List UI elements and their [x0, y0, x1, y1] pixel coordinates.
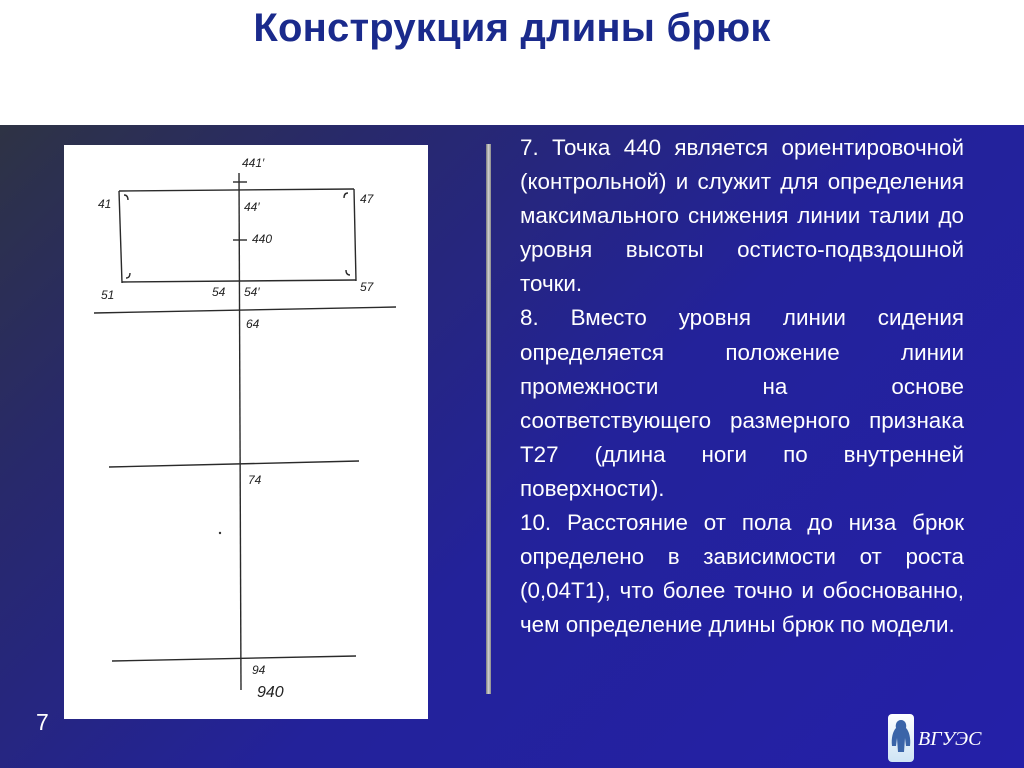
pattern-drawing-svg	[64, 145, 428, 719]
line-94	[112, 656, 356, 661]
label-47: 47	[360, 192, 374, 206]
corner-tick-57	[346, 270, 350, 275]
corner-tick-47	[344, 193, 348, 198]
label-441: 441′	[242, 156, 265, 170]
corner-tick-41	[124, 195, 128, 200]
label-940: 940	[257, 684, 284, 701]
title-area	[0, 0, 1024, 125]
rect-right-line	[354, 189, 356, 281]
body-text	[520, 131, 964, 642]
rect-top-line	[119, 189, 354, 191]
university-logo	[884, 714, 994, 766]
pattern-drawing	[64, 145, 428, 719]
rect-bottom-line	[122, 280, 356, 282]
paragraph-10: 10. Расстояние от пола до низа брюк определено в зависимости от роста (0,04Т1), что более точно и обоснованно, чем определение длины брюк по модели.	[520, 510, 964, 638]
line-64	[94, 307, 396, 313]
logo-emblem-icon	[888, 714, 914, 762]
slide-title: Конструкция длины брюк	[253, 6, 771, 50]
label-51: 51	[101, 288, 115, 302]
label-94: 94	[252, 663, 266, 677]
slide-number: 7	[36, 709, 49, 735]
rect-left-line	[119, 191, 122, 283]
label-440: 440	[252, 232, 273, 246]
vertical-divider	[486, 144, 491, 694]
paragraph-7: 7. Точка 440 является ориентировочной (контрольной) и служит для определения максимального снижения линии талии до уровня высоты остисто-подвздошной точки.	[520, 135, 964, 297]
line-74	[109, 461, 359, 467]
label-54-prime: 54′	[244, 285, 260, 299]
label-57: 57	[360, 280, 374, 294]
corner-tick-51	[126, 273, 130, 278]
center-vertical-line	[239, 173, 241, 690]
label-54: 54	[212, 285, 226, 299]
label-44: 44′	[244, 200, 260, 214]
label-64: 64	[246, 317, 260, 331]
logo-text: ВГУЭС	[918, 728, 982, 750]
mark-dot	[219, 532, 221, 534]
label-74: 74	[248, 473, 262, 487]
paragraph-8: 8. Вместо уровня линии сидения определяется положение линии промежности на основе соответствующего размерного признака Т27 (длина ноги по внутренней поверхности).	[520, 305, 964, 501]
label-41: 41	[98, 197, 112, 211]
